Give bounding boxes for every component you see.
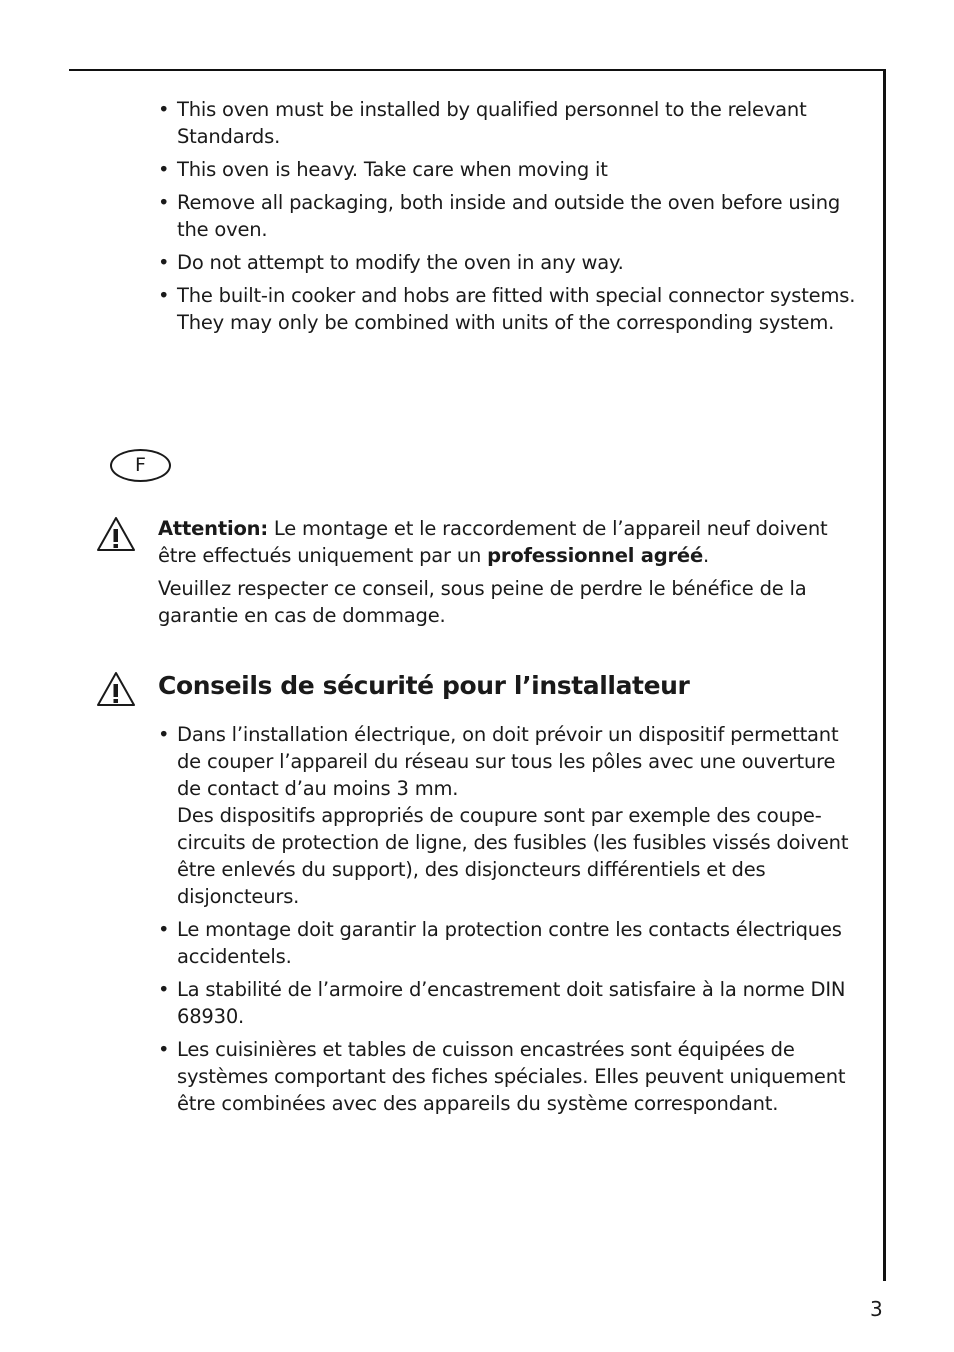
- attention-label: Attention:: [158, 517, 268, 540]
- warning-icon: [95, 515, 137, 553]
- list-item: • La stabilité de l’armoire d’encastrement doit satisfaire à la norme DIN 68930.: [158, 978, 846, 1028]
- list-item: • This oven is heavy. Take care when moving it: [158, 158, 608, 181]
- list-item: • The built-in cooker and hobs are fitted with special connector systems. They may only be combined with units of the corresponding system.: [158, 284, 856, 334]
- french-safety-list: [158, 721, 858, 1123]
- section-heading: Conseils de sécurité pour l’installateur: [158, 671, 690, 700]
- page-number: 3: [870, 1297, 883, 1321]
- list-item: • Remove all packaging, both inside and outside the oven before using the oven.: [158, 191, 841, 241]
- right-rule: [883, 69, 886, 1281]
- top-rule: [69, 69, 886, 71]
- english-safety-list: [158, 96, 858, 342]
- list-item: • Do not attempt to modify the oven in any way.: [158, 251, 624, 274]
- list-item: • Les cuisinières et tables de cuisson encastrées sont équipées de systèmes comportant des fiches spéciales. Elles peuvent uniquement être combinées avec des appareils du système correspondant.: [158, 1038, 846, 1115]
- language-badge: F: [110, 449, 171, 482]
- list-item: • Dans l’installation électrique, on doit prévoir un dispositif permettant de couper l’appareil du réseau sur tous les pôles avec une ouverture de contact d’au moins 3 mm. Des dispositifs appropriés de coupure sont par exemple des coupe-circuits de protection de ligne, des fusibles (les fusibles vissés doivent être enlevés du support), des disjoncteurs différentiels et des disjoncteurs.: [158, 723, 849, 908]
- list-item: • This oven must be installed by qualified personnel to the relevant Standards.: [158, 98, 807, 148]
- attention-emphasis: professionnel agréé: [487, 544, 703, 567]
- attention-notice: [158, 515, 858, 635]
- warning-icon: [95, 670, 137, 708]
- attention-note: Veuillez respecter ce conseil, sous peine de perdre le bénéfice de la garantie en cas de dommage.: [158, 577, 807, 627]
- attention-paragraph: Attention: Le montage et le raccordement de l’appareil neuf doivent être effectués uniquement par un professionnel agréé.: [158, 517, 828, 567]
- list-item: • Le montage doit garantir la protection contre les contacts électriques accidentels.: [158, 918, 842, 968]
